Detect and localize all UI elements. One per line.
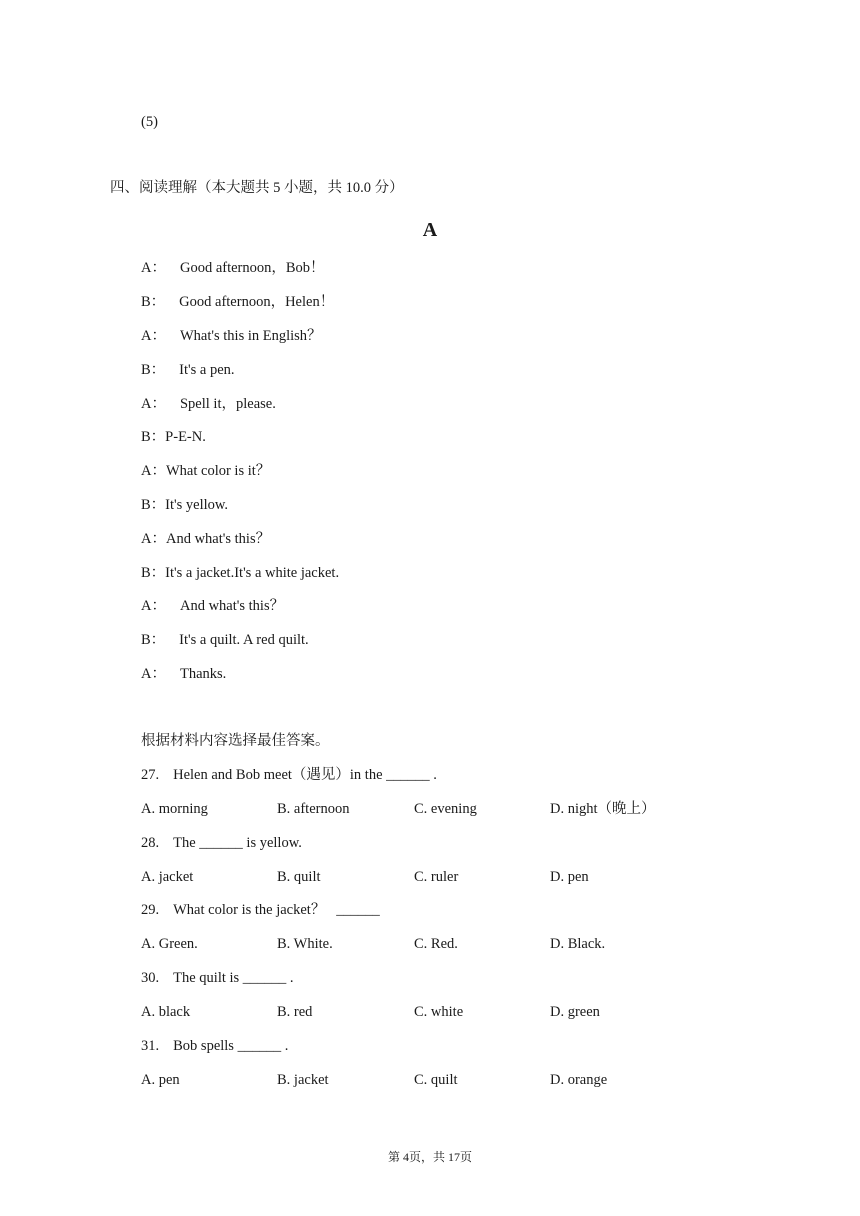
dialogue-line — [141, 259, 325, 277]
option-a: A. pen — [141, 1072, 180, 1088]
dialogue-line — [141, 530, 270, 548]
option-c: C. Red. — [414, 936, 458, 952]
option-a: A. black — [141, 1004, 191, 1020]
option-a: A. Green. — [141, 936, 198, 952]
dialogue-line — [141, 462, 270, 480]
line-text: Good afternoon，Bob！ — [179, 260, 325, 276]
question-stem — [141, 969, 294, 987]
option-b: B. afternoon — [277, 801, 350, 817]
option-d: D. orange — [550, 1072, 608, 1088]
question-text: The quilt is ______ . — [173, 970, 294, 986]
dialogue-line — [141, 665, 226, 683]
option-b: B. red — [277, 1004, 313, 1020]
speaker: B： — [141, 497, 166, 513]
line-text: It's yellow. — [165, 497, 229, 513]
speaker: A： — [141, 531, 166, 547]
speaker: A： — [141, 328, 166, 344]
speaker: B： — [141, 294, 166, 310]
option-c: C. quilt — [414, 1072, 458, 1088]
line-text: Spell it，please. — [179, 396, 276, 412]
question-stem — [141, 766, 437, 784]
option-d: D. night（晚上） — [550, 801, 656, 817]
line-text: It's a jacket.It's a white jacket. — [165, 565, 340, 581]
question-number: 28. — [141, 835, 160, 851]
line-text: P-E-N. — [165, 429, 206, 445]
line-text: Thanks. — [179, 666, 227, 682]
question-text: Bob spells ______ . — [173, 1038, 289, 1054]
question-stem — [141, 834, 302, 852]
option-d: D. pen — [550, 869, 589, 885]
speaker: B： — [141, 565, 166, 581]
speaker: A： — [141, 260, 166, 276]
question-number: 29. — [141, 902, 160, 918]
question-text: Helen and Bob meet（遇见）in the ______ . — [173, 767, 437, 783]
line-text: What color is it？ — [165, 463, 271, 479]
option-b: B. quilt — [277, 869, 321, 885]
dialogue-line — [141, 631, 309, 649]
dialogue-line — [141, 327, 322, 345]
dialogue-line — [141, 597, 284, 615]
prev-item-number: (5) — [141, 114, 158, 130]
section-heading: 四、阅读理解（本大题共 5 小题，共 10.0 分） — [110, 180, 404, 196]
line-text: And what's this？ — [179, 598, 285, 614]
dialogue-line — [141, 361, 235, 379]
speaker: B： — [141, 362, 166, 378]
line-text: What's this in English？ — [179, 328, 322, 344]
option-a: A. morning — [141, 801, 208, 817]
speaker: A： — [141, 666, 166, 682]
line-text: It's a quilt. A red quilt. — [179, 632, 309, 648]
question-text: What color is the jacket？ ______ — [173, 902, 380, 918]
question-stem — [141, 1037, 288, 1055]
option-d: D. green — [550, 1004, 600, 1020]
dialogue-line — [141, 428, 206, 446]
speaker: A： — [141, 396, 166, 412]
question-number: 31. — [141, 1038, 160, 1054]
question-stem — [141, 901, 380, 919]
speaker: A： — [141, 598, 166, 614]
option-c: C. white — [414, 1004, 464, 1020]
dialogue-line — [141, 293, 334, 311]
dialogue-line — [141, 496, 228, 514]
option-d: D. Black. — [550, 936, 606, 952]
speaker: B： — [141, 632, 166, 648]
speaker: A： — [141, 463, 166, 479]
page-footer: 第 4页，共 17页 — [387, 1150, 472, 1164]
question-number: 27. — [141, 767, 160, 783]
question-number: 30. — [141, 970, 160, 986]
speaker: B： — [141, 429, 166, 445]
option-c: C. ruler — [414, 869, 459, 885]
passage-title: A — [422, 219, 438, 241]
dialogue-line — [141, 564, 339, 582]
option-c: C. evening — [414, 801, 477, 817]
line-text: Good afternoon，Helen！ — [179, 294, 335, 310]
question-instruction: 根据材料内容选择最佳答案。 — [141, 733, 330, 749]
option-b: B. White. — [277, 936, 333, 952]
line-text: And what's this？ — [165, 531, 271, 547]
question-text: The ______ is yellow. — [173, 835, 302, 851]
option-b: B. jacket — [277, 1072, 329, 1088]
line-text: It's a pen. — [179, 362, 235, 378]
option-a: A. jacket — [141, 869, 194, 885]
dialogue-line — [141, 395, 276, 413]
